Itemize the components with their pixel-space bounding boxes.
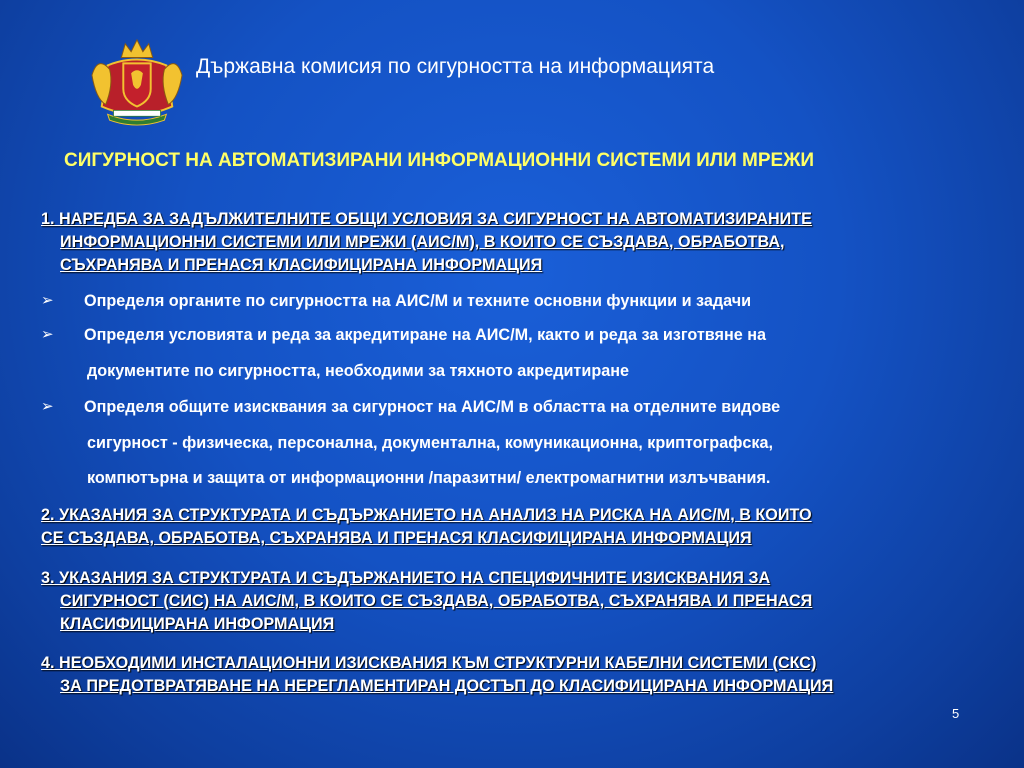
- section-line: СИГУРНОСТ (СИС) НА АИС/М, В КОИТО СЕ СЪЗДАВА, ОБРАБОТВА, СЪХРАНЯВА И ПРЕНАСЯ: [60, 592, 813, 610]
- section-line: СЕ СЪЗДАВА, ОБРАБОТВА, СЪХРАНЯВА И ПРЕНАСЯ КЛАСИФИЦИРАНА ИНФОРМАЦИЯ: [41, 529, 752, 547]
- section-line: 3. УКАЗАНИЯ ЗА СТРУКТУРАТА И СЪДЪРЖАНИЕТО НА СПЕЦИФИЧНИТЕ ИЗИСКВАНИЯ ЗА: [41, 569, 771, 587]
- bullet-line: документите по сигурността, необходими за тяхното акредитиране: [87, 362, 629, 380]
- section-line: КЛАСИФИЦИРАНА ИНФОРМАЦИЯ: [60, 615, 335, 633]
- arrow-bullet-icon: ➢: [41, 292, 54, 309]
- arrow-bullet-icon: ➢: [41, 398, 54, 415]
- section-line: 4. НЕОБХОДИМИ ИНСТАЛАЦИОННИ ИЗИСКВАНИЯ КЪМ СТРУКТУРНИ КАБЕЛНИ СИСТЕМИ (СКС): [41, 654, 817, 672]
- arrow-bullet-icon: ➢: [41, 326, 54, 343]
- section-line: 2. УКАЗАНИЯ ЗА СТРУКТУРАТА И СЪДЪРЖАНИЕТО НА АНАЛИЗ НА РИСКА НА АИС/М, В КОИТО: [41, 506, 812, 524]
- page-number: 5: [952, 706, 960, 721]
- bullet-line: Определя общите изисквания за сигурност на АИС/М в областта на отделните видове: [84, 398, 781, 416]
- coat-of-arms-icon: [88, 36, 186, 128]
- section-line: ЗА ПРЕДОТВРАТЯВАНЕ НА НЕРЕГЛАМЕНТИРАН ДОСТЪП ДО КЛАСИФИЦИРАНА ИНФОРМАЦИЯ: [60, 677, 834, 695]
- slide-title: СИГУРНОСТ НА АВТОМАТИЗИРАНИ ИНФОРМАЦИОННИ СИСТЕМИ ИЛИ МРЕЖИ: [64, 150, 815, 171]
- section-line: СЪХРАНЯВА И ПРЕНАСЯ КЛАСИФИЦИРАНА ИНФОРМАЦИЯ: [60, 256, 543, 274]
- bullet-line: Определя условията и реда за акредитиране на АИС/М, както и реда за изготвяне на: [84, 326, 767, 344]
- bullet-line: компютърна и защита от информационни /паразитни/ електромагнитни излъчвания.: [87, 469, 771, 487]
- section-line: ИНФОРМАЦИОННИ СИСТЕМИ ИЛИ МРЕЖИ (АИС/М), В КОИТО СЕ СЪЗДАВА, ОБРАБОТВА,: [60, 233, 785, 251]
- bullet-line: сигурност - физическа, персонална, документална, комуникационна, криптографска,: [87, 434, 773, 452]
- organization-name: Държавна комисия по сигурността на информацията: [196, 55, 715, 78]
- section-line: 1. НАРЕДБА ЗА ЗАДЪЛЖИТЕЛНИТЕ ОБЩИ УСЛОВИЯ ЗА СИГУРНОСТ НА АВТОМАТИЗИРАНИТЕ: [41, 210, 812, 228]
- bullet-line: Определя органите по сигурността на АИС/М и техните основни функции и задачи: [84, 292, 752, 310]
